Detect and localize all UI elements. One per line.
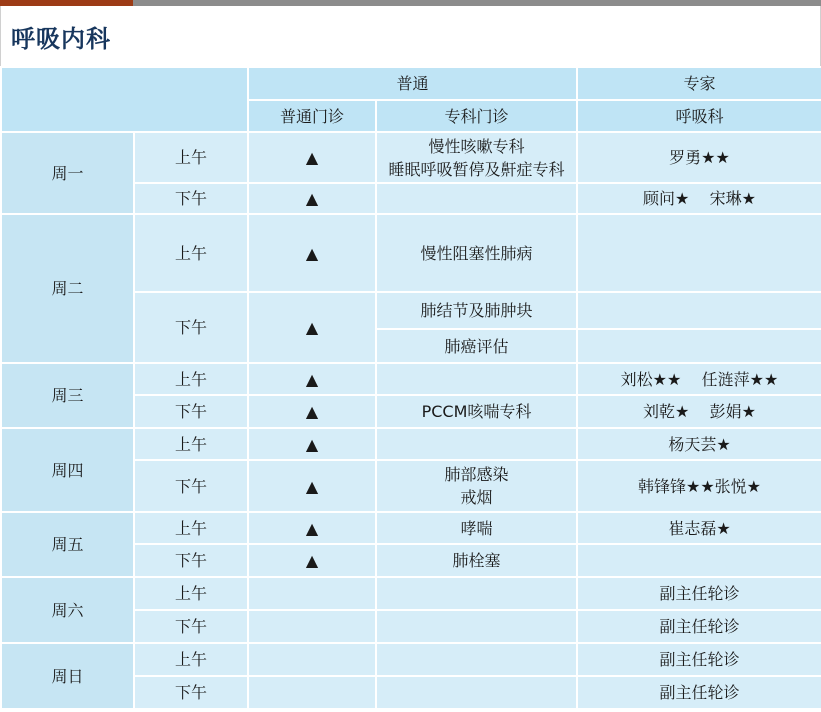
- general-mark: ▲: [248, 132, 376, 183]
- expert-cell: [577, 292, 821, 329]
- general-mark: [248, 676, 376, 709]
- period-pm: 下午: [134, 676, 248, 709]
- top-accent-bar: [0, 0, 821, 6]
- specialty-cell: [376, 132, 577, 183]
- specialty-cell: [376, 643, 577, 676]
- day-thu: 周四: [1, 428, 134, 512]
- expert-cell: 刘松★★ 任涟萍★★: [577, 363, 821, 395]
- period-am: 上午: [134, 132, 248, 183]
- expert-cell: 副主任轮诊: [577, 676, 821, 709]
- expert-cell: [577, 214, 821, 292]
- specialty-cell: [376, 577, 577, 610]
- period-am: 上午: [134, 363, 248, 395]
- expert-cell: 杨天芸★: [577, 428, 821, 460]
- expert-cell: 副主任轮诊: [577, 577, 821, 610]
- general-mark: ▲: [248, 460, 376, 512]
- general-mark: [248, 643, 376, 676]
- period-pm: 下午: [134, 544, 248, 577]
- expert-cell: [577, 329, 821, 363]
- expert-cell: 副主任轮诊: [577, 643, 821, 676]
- general-mark: [248, 610, 376, 643]
- specialty-cell: 肺结节及肺肿块: [376, 292, 577, 329]
- specialty-cell: [376, 363, 577, 395]
- general-mark: ▲: [248, 214, 376, 292]
- expert-cell: 顾问★ 宋琳★: [577, 183, 821, 214]
- gray-stripe: [133, 0, 821, 6]
- specialty-cell: 慢性阻塞性肺病: [376, 214, 577, 292]
- header-expert-dept: 呼吸科: [577, 100, 821, 132]
- schedule-table: [0, 66, 821, 710]
- specialty-line: 慢性咳嗽专科: [428, 136, 525, 156]
- period-pm: 下午: [134, 292, 248, 363]
- period-pm: 下午: [134, 395, 248, 428]
- period-am: 上午: [134, 512, 248, 544]
- specialty-line: 肺部感染: [444, 465, 509, 484]
- general-mark: ▲: [248, 183, 376, 214]
- specialty-cell: [376, 460, 577, 512]
- specialty-cell: [376, 610, 577, 643]
- header-expert: 专家: [577, 67, 821, 100]
- expert-cell: [577, 544, 821, 577]
- specialty-cell: [376, 428, 577, 460]
- header-general: 普通: [248, 67, 577, 100]
- day-sat: 周六: [1, 577, 134, 643]
- specialty-cell: 肺栓塞: [376, 544, 577, 577]
- general-mark: ▲: [248, 395, 376, 428]
- day-sun: 周日: [1, 643, 134, 709]
- period-am: 上午: [134, 643, 248, 676]
- period-pm: 下午: [134, 610, 248, 643]
- day-tue: 周二: [1, 214, 134, 363]
- expert-cell: 崔志磊★: [577, 512, 821, 544]
- day-mon: 周一: [1, 132, 134, 214]
- general-mark: ▲: [248, 428, 376, 460]
- specialty-cell: [376, 676, 577, 709]
- general-mark: [248, 577, 376, 610]
- header-specialty-clinic: 专科门诊: [376, 100, 577, 132]
- expert-cell: 刘乾★ 彭娟★: [577, 395, 821, 428]
- header: [0, 6, 821, 66]
- expert-cell: 罗勇★★: [577, 132, 821, 183]
- header-general-clinic: 普通门诊: [248, 100, 376, 132]
- expert-cell: 韩锋锋★★张悦★: [577, 460, 821, 512]
- period-am: 上午: [134, 577, 248, 610]
- specialty-cell: 哮喘: [376, 512, 577, 544]
- specialty-cell: [376, 183, 577, 214]
- header-blank: [1, 67, 248, 132]
- specialty-cell: 肺癌评估: [376, 329, 577, 363]
- day-wed: 周三: [1, 363, 134, 428]
- general-mark: ▲: [248, 544, 376, 577]
- general-mark: ▲: [248, 512, 376, 544]
- period-pm: 下午: [134, 460, 248, 512]
- specialty-line: 睡眠呼吸暂停及鼾症专科: [388, 159, 565, 179]
- day-fri: 周五: [1, 512, 134, 577]
- specialty-cell: PCCM咳喘专科: [376, 395, 577, 428]
- expert-cell: 副主任轮诊: [577, 610, 821, 643]
- period-am: 上午: [134, 214, 248, 292]
- accent-stripe: [0, 0, 133, 6]
- period-am: 上午: [134, 428, 248, 460]
- general-mark: ▲: [248, 363, 376, 395]
- page-title: 呼吸内科: [11, 24, 111, 53]
- general-mark: ▲: [248, 292, 376, 363]
- specialty-line: 戒烟: [460, 488, 493, 507]
- period-pm: 下午: [134, 183, 248, 214]
